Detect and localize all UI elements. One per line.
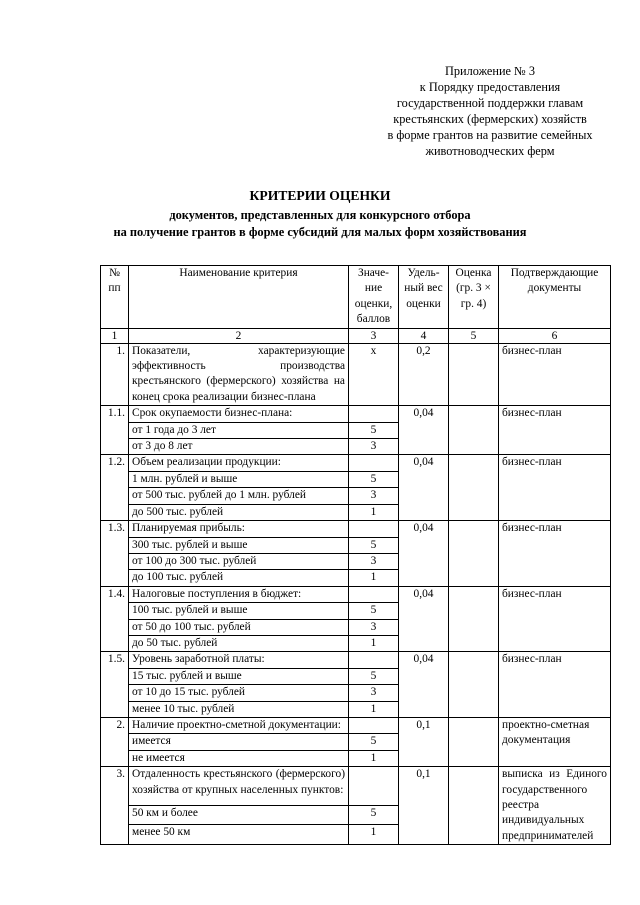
table-row <box>101 767 611 805</box>
criterion-weight: 0,04 <box>399 586 449 652</box>
option-score: 5 <box>349 805 399 825</box>
option-name: 100 тыс. рублей и выше <box>129 603 349 619</box>
option-name: 300 тыс. рублей и выше <box>129 537 349 553</box>
option-score: 3 <box>349 488 399 504</box>
criterion-docs: выписка из Единого государственного реестра индивидуальных предпринимателей <box>499 767 611 845</box>
row-number: 3. <box>101 767 129 845</box>
option-score: 1 <box>349 825 399 845</box>
option-score: 3 <box>349 439 399 455</box>
appendix-line: в форме грантов на развитие семейных <box>387 128 593 143</box>
criterion-weight: 0,04 <box>399 455 449 521</box>
header-weight: Удель-ный вес оценки <box>399 266 449 329</box>
criterion-score <box>349 455 399 471</box>
option-name: 1 млн. рублей и выше <box>129 471 349 487</box>
option-name: менее 50 км <box>129 825 349 845</box>
appendix-line: к Порядку предоставления <box>419 80 561 95</box>
criterion-docs: бизнес-план <box>499 343 611 406</box>
column-number: 3 <box>349 328 399 343</box>
criterion-score <box>349 767 399 805</box>
criterion-score <box>349 652 399 668</box>
criterion-name: Наличие проектно-сметной документации: <box>129 717 349 733</box>
criterion-score <box>349 717 399 733</box>
criterion-weight: 0,1 <box>399 717 449 766</box>
column-number: 6 <box>499 328 611 343</box>
option-score: 1 <box>349 570 399 586</box>
option-score: 3 <box>349 685 399 701</box>
criterion-rating <box>449 406 499 455</box>
option-score: 1 <box>349 701 399 717</box>
option-score: 1 <box>349 750 399 766</box>
criterion-name: Отдаленность крестьянского (фермерского) хозяйства от крупных населенных пунктов: <box>129 767 349 805</box>
option-score: 1 <box>349 504 399 520</box>
row-number: 1.5. <box>101 652 129 718</box>
appendix-line: государственной поддержки главам <box>396 96 584 111</box>
criterion-rating <box>449 521 499 587</box>
option-name: от 50 до 100 тыс. рублей <box>129 619 349 635</box>
criterion-name: Показатели, характеризующие эффективность производства крестьянского (фермерского) хозяйства на конец срока реализации бизнес-плана <box>129 343 349 406</box>
header-name: Наименование критерия <box>129 266 349 329</box>
criterion-docs: бизнес-план <box>499 586 611 652</box>
criterion-docs: бизнес-план <box>499 406 611 455</box>
criterion-rating <box>449 455 499 521</box>
appendix-block <box>340 63 640 160</box>
criterion-weight: 0,1 <box>399 767 449 845</box>
criterion-rating <box>449 586 499 652</box>
criterion-docs: бизнес-план <box>499 652 611 718</box>
criteria-table <box>100 265 611 845</box>
table-header-row <box>101 266 611 329</box>
option-name: менее 10 тыс. рублей <box>129 701 349 717</box>
option-name: от 100 до 300 тыс. рублей <box>129 553 349 569</box>
table-row <box>101 521 611 537</box>
header-score: Значе-ние оценки, баллов <box>349 266 399 329</box>
header-docs: Подтверждающие документы <box>499 266 611 329</box>
table-row <box>101 652 611 668</box>
criterion-name: Объем реализации продукции: <box>129 455 349 471</box>
table-row <box>101 406 611 422</box>
row-number: 1.4. <box>101 586 129 652</box>
criterion-name: Срок окупаемости бизнес-плана: <box>129 406 349 422</box>
row-number: 1.1. <box>101 406 129 455</box>
criterion-name: Налоговые поступления в бюджет: <box>129 586 349 602</box>
option-name: 50 км и более <box>129 805 349 825</box>
column-number: 4 <box>399 328 449 343</box>
criterion-rating <box>449 343 499 406</box>
header-rating: Оценка (гр. 3 × гр. 4) <box>449 266 499 329</box>
criterion-name: Планируемая прибыль: <box>129 521 349 537</box>
option-name: до 50 тыс. рублей <box>129 635 349 651</box>
option-score: 1 <box>349 635 399 651</box>
option-name: от 10 до 15 тыс. рублей <box>129 685 349 701</box>
option-score: 5 <box>349 422 399 438</box>
column-number: 5 <box>449 328 499 343</box>
appendix-line: животноводческих ферм <box>425 144 555 159</box>
criterion-name: Уровень заработной платы: <box>129 652 349 668</box>
header-number: № пп <box>101 266 129 329</box>
document-title: КРИТЕРИИ ОЦЕНКИ <box>249 188 391 203</box>
option-score: 5 <box>349 603 399 619</box>
column-number: 1 <box>101 328 129 343</box>
criterion-rating <box>449 652 499 718</box>
document-subtitle-line: документов, представленных для конкурсного отбора <box>169 208 471 222</box>
option-name: до 500 тыс. рублей <box>129 504 349 520</box>
option-name: от 500 тыс. рублей до 1 млн. рублей <box>129 488 349 504</box>
criterion-rating <box>449 767 499 845</box>
criterion-weight: 0,04 <box>399 406 449 455</box>
table-row <box>101 586 611 602</box>
appendix-line: крестьянских (фермерских) хозяйств <box>393 112 587 127</box>
row-number: 1.3. <box>101 521 129 587</box>
appendix-line: Приложение № 3 <box>444 64 536 78</box>
criterion-rating <box>449 717 499 766</box>
option-score: 3 <box>349 619 399 635</box>
option-name: от 1 года до 3 лет <box>129 422 349 438</box>
criterion-weight: 0,2 <box>399 343 449 406</box>
criterion-score <box>349 406 399 422</box>
option-score: 5 <box>349 734 399 750</box>
column-number: 2 <box>129 328 349 343</box>
option-score: 5 <box>349 471 399 487</box>
criterion-docs: бизнес-план <box>499 455 611 521</box>
option-score: 5 <box>349 668 399 684</box>
criterion-score: х <box>349 343 399 406</box>
document-subtitle-line: на получение грантов в форме субсидий для малых форм хозяйствования <box>113 225 527 239</box>
row-number: 2. <box>101 717 129 766</box>
option-name: имеется <box>129 734 349 750</box>
criterion-score <box>349 521 399 537</box>
table-row <box>101 717 611 733</box>
option-name: до 100 тыс. рублей <box>129 570 349 586</box>
option-name: от 3 до 8 лет <box>129 439 349 455</box>
row-number: 1. <box>101 343 129 406</box>
criterion-docs: бизнес-план <box>499 521 611 587</box>
option-score: 3 <box>349 553 399 569</box>
row-number: 1.2. <box>101 455 129 521</box>
option-name: не имеется <box>129 750 349 766</box>
option-score: 5 <box>349 537 399 553</box>
criterion-weight: 0,04 <box>399 652 449 718</box>
table-row <box>101 455 611 471</box>
criterion-weight: 0,04 <box>399 521 449 587</box>
criterion-docs: проектно-сметная документация <box>499 717 611 766</box>
criterion-score <box>349 586 399 602</box>
option-name: 15 тыс. рублей и выше <box>129 668 349 684</box>
column-number-row <box>101 328 611 343</box>
table-row <box>101 343 611 406</box>
